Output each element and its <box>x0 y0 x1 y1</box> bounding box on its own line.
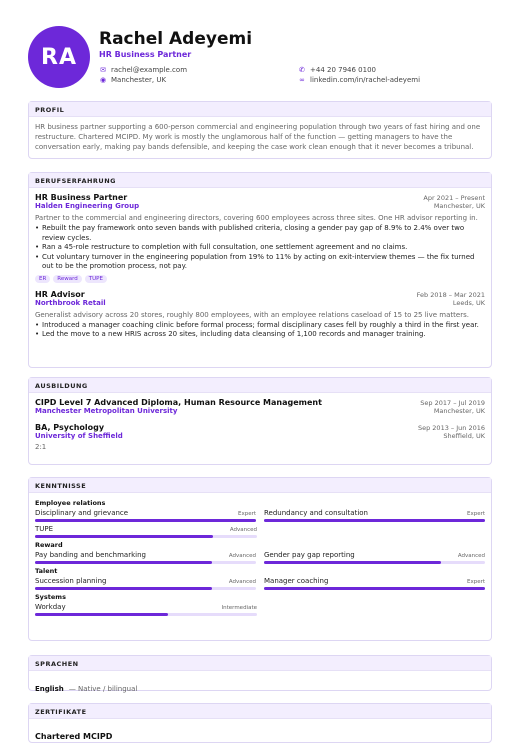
job-date: Feb 2018 – Mar 2021 <box>416 290 485 299</box>
skill-item <box>35 551 256 564</box>
skill-item <box>35 603 257 616</box>
skill-item <box>35 509 256 522</box>
profile-section <box>28 101 492 159</box>
skill-item <box>264 551 485 564</box>
skill-bar <box>264 587 485 590</box>
profile-text: HR business partner supporting a 600-person commercial and engineering population through two years of fast hiring and one restructure. Chartered MCIPD. My work is mostly the unglamorous half of the function — getting managers to have the conversation early, making pay bands defensible, and keeping the case work clean enough that it never becomes a tribunal. <box>35 123 481 151</box>
tag-badge: Reward <box>53 275 81 283</box>
skill-level: Expert <box>466 511 485 517</box>
skill-name: TUPE <box>35 525 54 533</box>
education-date: Sep 2013 – Jun 2016 <box>417 424 485 432</box>
job-bullets <box>35 224 485 272</box>
tag-badge: ER <box>35 275 50 283</box>
skill-group-title: Reward <box>35 541 63 549</box>
certificate-name: Chartered MCIPD <box>35 732 113 741</box>
skill-item <box>264 509 485 522</box>
skill-name: Redundancy and consultation <box>264 509 368 517</box>
skill-level: Advanced <box>229 527 257 533</box>
skill-bar <box>264 561 485 564</box>
profile-heading: PROFIL <box>29 102 491 117</box>
education-entry <box>35 423 485 452</box>
degree-title: CIPD Level 7 Advanced Diploma, Human Resource Management <box>35 398 322 407</box>
skill-name: Pay banding and benchmarking <box>35 551 146 559</box>
school-location: Manchester, UK <box>433 407 485 415</box>
education-grade: 2:1 <box>35 443 47 451</box>
phone-text: +44 20 7946 0100 <box>310 66 376 74</box>
skill-bar-fill <box>264 587 485 590</box>
skill-group-title: Employee relations <box>35 499 106 507</box>
linkedin-text: linkedin.com/in/rachel-adeyemi <box>310 76 421 84</box>
job-date: Apr 2021 – Present <box>423 194 485 202</box>
skill-bar-fill <box>35 613 168 616</box>
resume-header <box>28 26 498 92</box>
contact-linkedin[interactable] <box>298 76 420 84</box>
skill-bar <box>35 561 256 564</box>
skill-group-title: Talent <box>35 567 58 575</box>
certificates-section <box>28 703 492 743</box>
skill-bar-fill <box>35 519 256 522</box>
skill-name: Workday <box>35 603 66 611</box>
mail-icon: ✉ <box>100 66 106 74</box>
job-tags <box>35 275 485 283</box>
contact-phone[interactable] <box>298 66 376 74</box>
education-section <box>28 377 492 465</box>
job-location: Leeds, UK <box>452 298 485 307</box>
contact-email[interactable] <box>99 66 187 74</box>
skill-bar <box>35 587 256 590</box>
link-icon: ∞ <box>299 76 305 84</box>
job-bullet: • Rebuilt the pay framework onto seven bands with published criteria, closing a gender pay gap of 8.9% to 2.4% over two review cycles. <box>35 224 485 243</box>
tag-badge: TUPE <box>85 275 107 283</box>
contact-location <box>99 76 166 84</box>
email-text: rachel@example.com <box>111 66 188 74</box>
skill-bar <box>264 519 485 522</box>
skill-name: Manager coaching <box>264 577 329 585</box>
skill-level: Expert <box>237 511 256 517</box>
skill-level: Expert <box>466 579 485 585</box>
skill-bar <box>35 519 256 522</box>
job-entry <box>35 290 485 340</box>
skill-item <box>264 577 485 590</box>
languages-section <box>28 655 492 691</box>
job-company: Northbrook Retail <box>35 298 106 307</box>
education-heading: AUSBILDUNG <box>29 378 491 393</box>
skill-bar <box>35 613 257 616</box>
job-description: Partner to the commercial and engineering directors, covering 600 employees across three sites. One HR advisor reporting in. <box>35 214 478 222</box>
skill-item <box>35 525 257 538</box>
skill-group-title: Systems <box>35 593 66 601</box>
skill-level: Advanced <box>457 553 485 559</box>
job-bullet: • Cut voluntary turnover in the engineering population from 19% to 11% by acting on exit-interview themes — the fix turned out to be the promotion process, not pay. <box>35 253 485 272</box>
job-title: HR Advisor <box>35 289 85 299</box>
experience-section <box>28 172 492 368</box>
skills-heading: KENNTNISSE <box>29 478 491 493</box>
school-name: University of Sheffield <box>35 432 123 440</box>
phone-icon: ✆ <box>299 66 305 74</box>
experience-heading: BERUFSERFAHRUNG <box>29 173 491 188</box>
job-description: Generalist advisory across 20 stores, roughly 800 employees, with an employee relations caseload of 15 to 25 live matters. <box>35 310 469 319</box>
location-text: Manchester, UK <box>111 76 167 84</box>
avatar: RA <box>28 26 90 88</box>
skill-bar-fill <box>35 587 212 590</box>
job-company: Halden Engineering Group <box>35 202 140 210</box>
language-level: — Native / bilingual <box>68 685 138 693</box>
job-bullets <box>35 321 485 340</box>
skill-name: Succession planning <box>35 577 107 585</box>
job-title: HR Business Partner <box>35 193 128 202</box>
job-bullet: • Led the move to a new HRIS across 20 sites, including data cleansing of 1,100 records and manager training. <box>35 330 485 340</box>
certificates-heading: ZERTIFIKATE <box>29 704 491 719</box>
school-name: Manchester Metropolitan University <box>35 407 178 415</box>
skill-name: Gender pay gap reporting <box>264 551 355 559</box>
skill-bar-fill <box>35 561 212 564</box>
skill-bar-fill <box>35 535 213 538</box>
skills-section <box>28 477 492 641</box>
skill-bar-fill <box>264 519 485 522</box>
skill-level: Advanced <box>228 579 256 585</box>
candidate-name: Rachel Adeyemi <box>99 29 253 49</box>
job-entry <box>35 193 485 283</box>
skill-level: Intermediate <box>221 605 257 611</box>
skill-item <box>35 577 256 590</box>
school-location: Sheffield, UK <box>443 432 485 440</box>
job-location: Manchester, UK <box>433 202 485 210</box>
education-entry <box>35 398 485 415</box>
education-date: Sep 2017 – Jul 2019 <box>420 399 485 407</box>
skill-bar <box>35 535 257 538</box>
language-name: English <box>35 685 64 693</box>
job-bullet: • Ran a 45-role restructure to completion with full consultation, one settlement agreement and no claims. <box>35 243 485 253</box>
skill-bar-fill <box>264 561 441 564</box>
skill-name: Disciplinary and grievance <box>35 509 129 517</box>
degree-title: BA, Psychology <box>35 423 105 432</box>
skill-level: Advanced <box>228 553 256 559</box>
candidate-role: HR Business Partner <box>99 50 192 59</box>
languages-heading: SPRACHEN <box>29 656 491 671</box>
job-bullet: • Introduced a manager coaching clinic before formal process; formal disciplinary cases fell by roughly a third in the first year. <box>35 321 485 331</box>
pin-icon: ◉ <box>99 76 107 84</box>
